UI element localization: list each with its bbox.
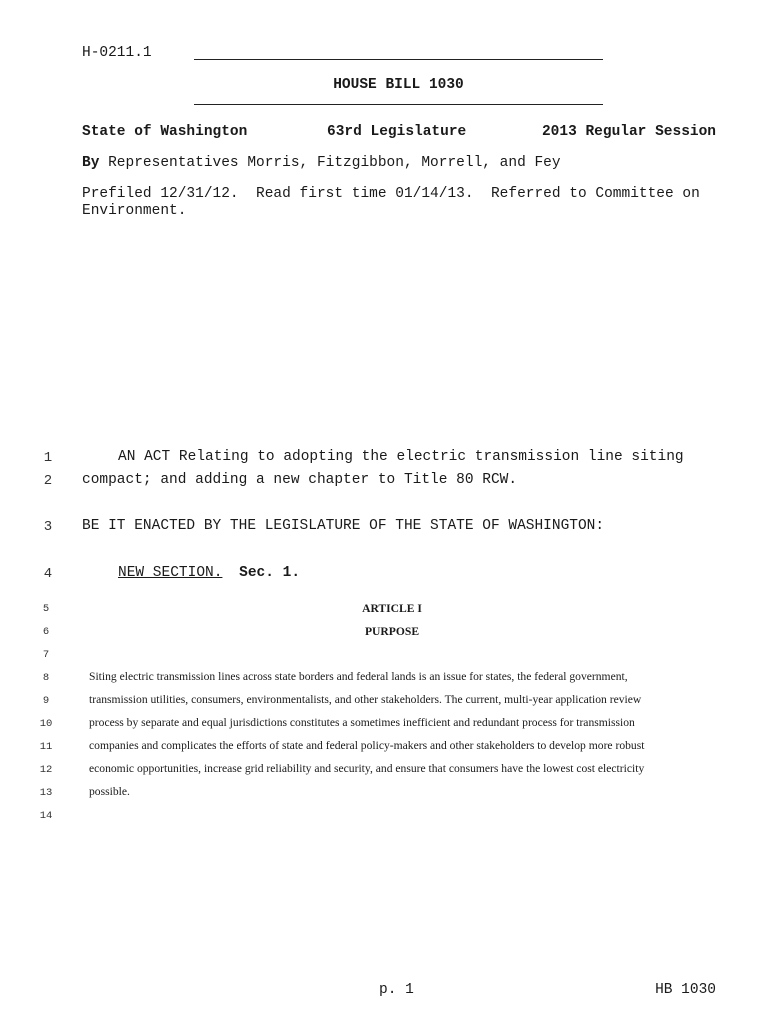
sponsors: Representatives Morris, Fitzgibbon, Morrell, and Fey bbox=[108, 155, 561, 171]
footer-bill-ref: HB 1030 bbox=[655, 982, 716, 998]
sponsor-line bbox=[82, 155, 561, 171]
article-heading: PURPOSE bbox=[364, 625, 420, 638]
article-title: ARTICLE I bbox=[362, 602, 422, 615]
history-line-2: Environment. bbox=[82, 203, 187, 219]
new-section-line bbox=[118, 565, 300, 581]
enacting-clause: BE IT ENACTED BY THE LEGISLATURE OF THE STATE OF WASHINGTON: bbox=[82, 518, 605, 534]
bill-title: HOUSE BILL 1030 bbox=[333, 77, 464, 93]
act-title-line-1: AN ACT Relating to adopting the electric transmission line siting bbox=[118, 449, 684, 465]
bill-id: H-0211.1 bbox=[82, 45, 152, 61]
new-section-label: NEW SECTION. bbox=[118, 565, 223, 581]
purpose-line: possible. bbox=[89, 785, 130, 798]
by-label: By bbox=[82, 155, 100, 171]
line-number: 14 bbox=[39, 810, 53, 822]
purpose-line: process by separate and equal jurisdictions constitutes a sometimes inefficient and redundant process for transmission bbox=[89, 716, 635, 729]
line-number: 5 bbox=[42, 603, 50, 615]
act-title-line-2: compact; and adding a new chapter to Title 80 RCW. bbox=[82, 472, 518, 488]
line-number: 8 bbox=[42, 672, 50, 684]
line-number: 9 bbox=[42, 695, 50, 707]
line-number: 6 bbox=[42, 626, 50, 638]
legislature: 63rd Legislature bbox=[327, 124, 467, 140]
session: 2013 Regular Session bbox=[541, 124, 716, 140]
line-number: 3 bbox=[43, 519, 53, 535]
state-name: State of Washington bbox=[82, 124, 248, 140]
line-number: 13 bbox=[39, 787, 53, 799]
line-number: 2 bbox=[43, 473, 53, 489]
section-number: Sec. 1. bbox=[239, 565, 301, 581]
page-number: p. 1 bbox=[379, 982, 414, 998]
line-number: 10 bbox=[39, 718, 53, 730]
line-number: 4 bbox=[43, 566, 53, 582]
header-rule-bottom bbox=[194, 104, 603, 105]
purpose-line: economic opportunities, increase grid reliability and security, and ensure that consumers have the lowest cost electricity bbox=[89, 762, 645, 775]
line-number: 1 bbox=[43, 450, 53, 466]
purpose-line: Siting electric transmission lines across state borders and federal lands is an issue for states, the federal government, bbox=[89, 670, 628, 683]
line-number: 12 bbox=[39, 764, 53, 776]
header-rule-top bbox=[194, 59, 603, 60]
line-number: 11 bbox=[39, 741, 53, 753]
purpose-line: transmission utilities, consumers, environmentalists, and other stakeholders. The current, multi-year application review bbox=[89, 693, 642, 706]
history-line-1: Prefiled 12/31/12. Read first time 01/14/13. Referred to Committee on bbox=[82, 186, 700, 202]
purpose-line: companies and complicates the efforts of state and federal policy-makers and other stakeholders to develop more robust bbox=[89, 739, 645, 752]
line-number: 7 bbox=[42, 649, 50, 661]
